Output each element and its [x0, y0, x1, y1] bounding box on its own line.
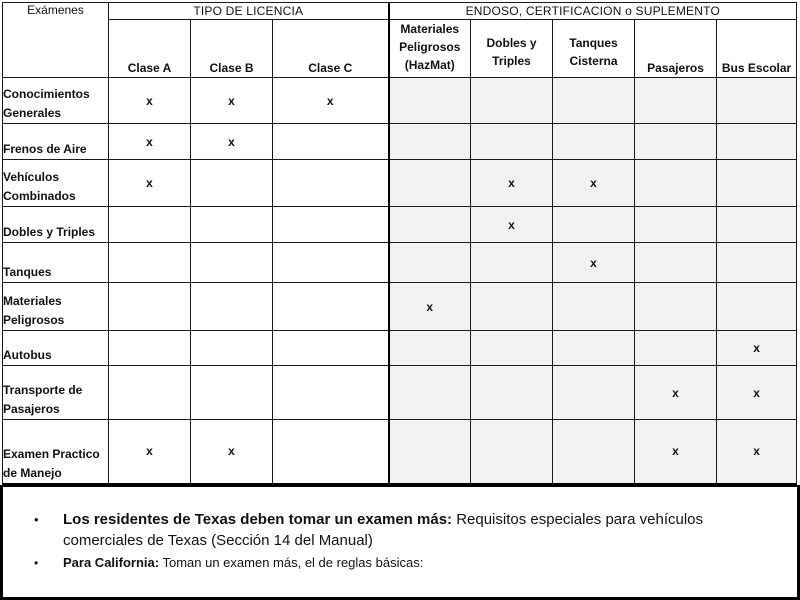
empty-cell: [191, 366, 273, 420]
mark-cell: x: [109, 124, 191, 160]
table-row: [3, 160, 797, 207]
row-label-line: Conocimientos: [3, 87, 90, 101]
empty-cell: [109, 366, 191, 420]
empty-cell: [553, 124, 635, 160]
empty-cell: [471, 420, 553, 484]
empty-cell: [717, 160, 797, 207]
empty-cell: [191, 331, 273, 366]
table-row: [3, 366, 797, 420]
row-label-line: de Manejo: [3, 465, 62, 480]
row-header: [3, 420, 109, 484]
empty-cell: [389, 207, 471, 243]
mark-cell: x: [191, 78, 273, 124]
table-row: [3, 283, 797, 331]
empty-cell: [273, 420, 389, 484]
row-label-line: Generales: [3, 106, 62, 120]
note-texas-bold: Los residentes de Texas deben tomar un examen más:: [63, 511, 453, 528]
mark-cell: x: [389, 283, 471, 331]
empty-cell: [553, 366, 635, 420]
row-label-line: Dobles y Triples: [3, 225, 96, 239]
empty-cell: [553, 283, 635, 331]
empty-cell: [109, 207, 191, 243]
row-label-line: Pasajeros: [3, 402, 60, 416]
col-header-tanks-line2: Cisterna: [569, 54, 618, 68]
row-label-line: Vehículos: [3, 170, 60, 184]
empty-cell: [471, 366, 553, 420]
col-header-hazmat-line1: Materiales: [400, 22, 460, 36]
table-row: [3, 78, 797, 124]
empty-cell: [635, 160, 717, 207]
empty-cell: [471, 283, 553, 331]
empty-cell: [553, 420, 635, 484]
table-row: [3, 207, 797, 243]
row-header: [3, 160, 109, 207]
mark-cell: x: [109, 78, 191, 124]
row-label-line: Tanques: [3, 265, 52, 279]
empty-cell: [109, 283, 191, 331]
endorsement-group-header: ENDOSO, CERTIFICACION o SUPLEMENTO: [389, 3, 797, 20]
mark-cell: x: [191, 124, 273, 160]
empty-cell: [389, 366, 471, 420]
empty-cell: [191, 160, 273, 207]
empty-cell: [717, 124, 797, 160]
row-label-line: Examen Practico: [3, 446, 100, 461]
empty-cell: [635, 243, 717, 283]
empty-cell: [717, 78, 797, 124]
row-header: [3, 331, 109, 366]
mark-cell: x: [717, 366, 797, 420]
row-label-line: Combinados: [3, 189, 76, 203]
mark-cell: x: [635, 420, 717, 484]
empty-cell: [553, 207, 635, 243]
col-header-doubles-line2: Triples: [492, 54, 531, 68]
exams-corner-header: Exámenes: [3, 3, 109, 78]
row-header: [3, 124, 109, 160]
col-header-passengers: Pasajeros: [635, 20, 717, 78]
mark-cell: x: [635, 366, 717, 420]
mark-cell: x: [717, 331, 797, 366]
empty-cell: [717, 243, 797, 283]
row-label-line: Autobus: [3, 348, 52, 362]
empty-cell: [635, 331, 717, 366]
table-row: [3, 331, 797, 366]
notes-list: [3, 509, 797, 573]
col-header-hazmat-line3: (HazMat): [404, 58, 455, 72]
col-header-class-a: Clase A: [109, 20, 191, 78]
empty-cell: [717, 283, 797, 331]
empty-cell: [635, 124, 717, 160]
empty-cell: [273, 160, 389, 207]
bullet-icon: •: [34, 512, 39, 527]
table-row: [3, 420, 797, 484]
notes-panel: [0, 487, 800, 600]
empty-cell: [389, 331, 471, 366]
empty-cell: [389, 420, 471, 484]
row-label-line: Peligrosos: [3, 313, 65, 327]
empty-cell: [389, 124, 471, 160]
mark-cell: x: [273, 78, 389, 124]
col-header-class-b: Clase B: [191, 20, 273, 78]
empty-cell: [273, 283, 389, 331]
empty-cell: [273, 366, 389, 420]
empty-cell: [635, 283, 717, 331]
empty-cell: [191, 243, 273, 283]
license-type-group-header: TIPO DE LICENCIA: [109, 3, 389, 20]
row-label-line: Frenos de Aire: [3, 142, 87, 156]
empty-cell: [635, 207, 717, 243]
empty-cell: [273, 243, 389, 283]
row-header: [3, 283, 109, 331]
empty-cell: [389, 243, 471, 283]
row-header: [3, 366, 109, 420]
note-california-bold: Para California:: [63, 555, 160, 570]
empty-cell: [273, 124, 389, 160]
empty-cell: [471, 78, 553, 124]
col-header-class-c: Clase C: [273, 20, 389, 78]
note-california-text: Toman un examen más, el de reglas básicas:: [159, 555, 424, 570]
row-header: [3, 207, 109, 243]
empty-cell: [553, 331, 635, 366]
mark-cell: x: [191, 420, 273, 484]
note-texas: [3, 509, 797, 551]
empty-cell: [191, 283, 273, 331]
row-label-line: Materiales: [3, 294, 62, 308]
empty-cell: [273, 331, 389, 366]
col-header-doubles-line1: Dobles y: [486, 36, 537, 50]
empty-cell: [389, 78, 471, 124]
table-row: [3, 243, 797, 283]
col-header-doubles-triples: [471, 20, 553, 78]
col-header-hazmat-line2: Peligrosos: [399, 40, 461, 54]
empty-cell: [471, 124, 553, 160]
mark-cell: x: [109, 420, 191, 484]
col-header-hazmat: [389, 20, 471, 78]
empty-cell: [191, 207, 273, 243]
empty-cell: [471, 243, 553, 283]
mark-cell: x: [109, 160, 191, 207]
empty-cell: [635, 78, 717, 124]
mark-cell: x: [553, 160, 635, 207]
mark-cell: x: [471, 160, 553, 207]
empty-cell: [553, 78, 635, 124]
note-texas-text: Requisitos especiales para vehículos comerciales de Texas (Sección 14 del Manual): [63, 511, 704, 549]
note-california: [3, 553, 797, 573]
empty-cell: [109, 243, 191, 283]
empty-cell: [109, 331, 191, 366]
mark-cell: x: [553, 243, 635, 283]
exam-requirements-table: [2, 2, 797, 485]
empty-cell: [273, 207, 389, 243]
col-header-tanks-line1: Tanques: [569, 36, 618, 50]
row-header: [3, 243, 109, 283]
row-label-line: Transporte de: [3, 383, 83, 397]
mark-cell: x: [471, 207, 553, 243]
mark-cell: x: [717, 420, 797, 484]
col-header-school-bus: Bus Escolar: [717, 20, 797, 78]
col-header-tanks: [553, 20, 635, 78]
empty-cell: [389, 160, 471, 207]
row-header: [3, 78, 109, 124]
bullet-icon: •: [34, 556, 39, 570]
empty-cell: [717, 207, 797, 243]
table-row: [3, 124, 797, 160]
empty-cell: [471, 331, 553, 366]
notes-box: [3, 487, 797, 597]
